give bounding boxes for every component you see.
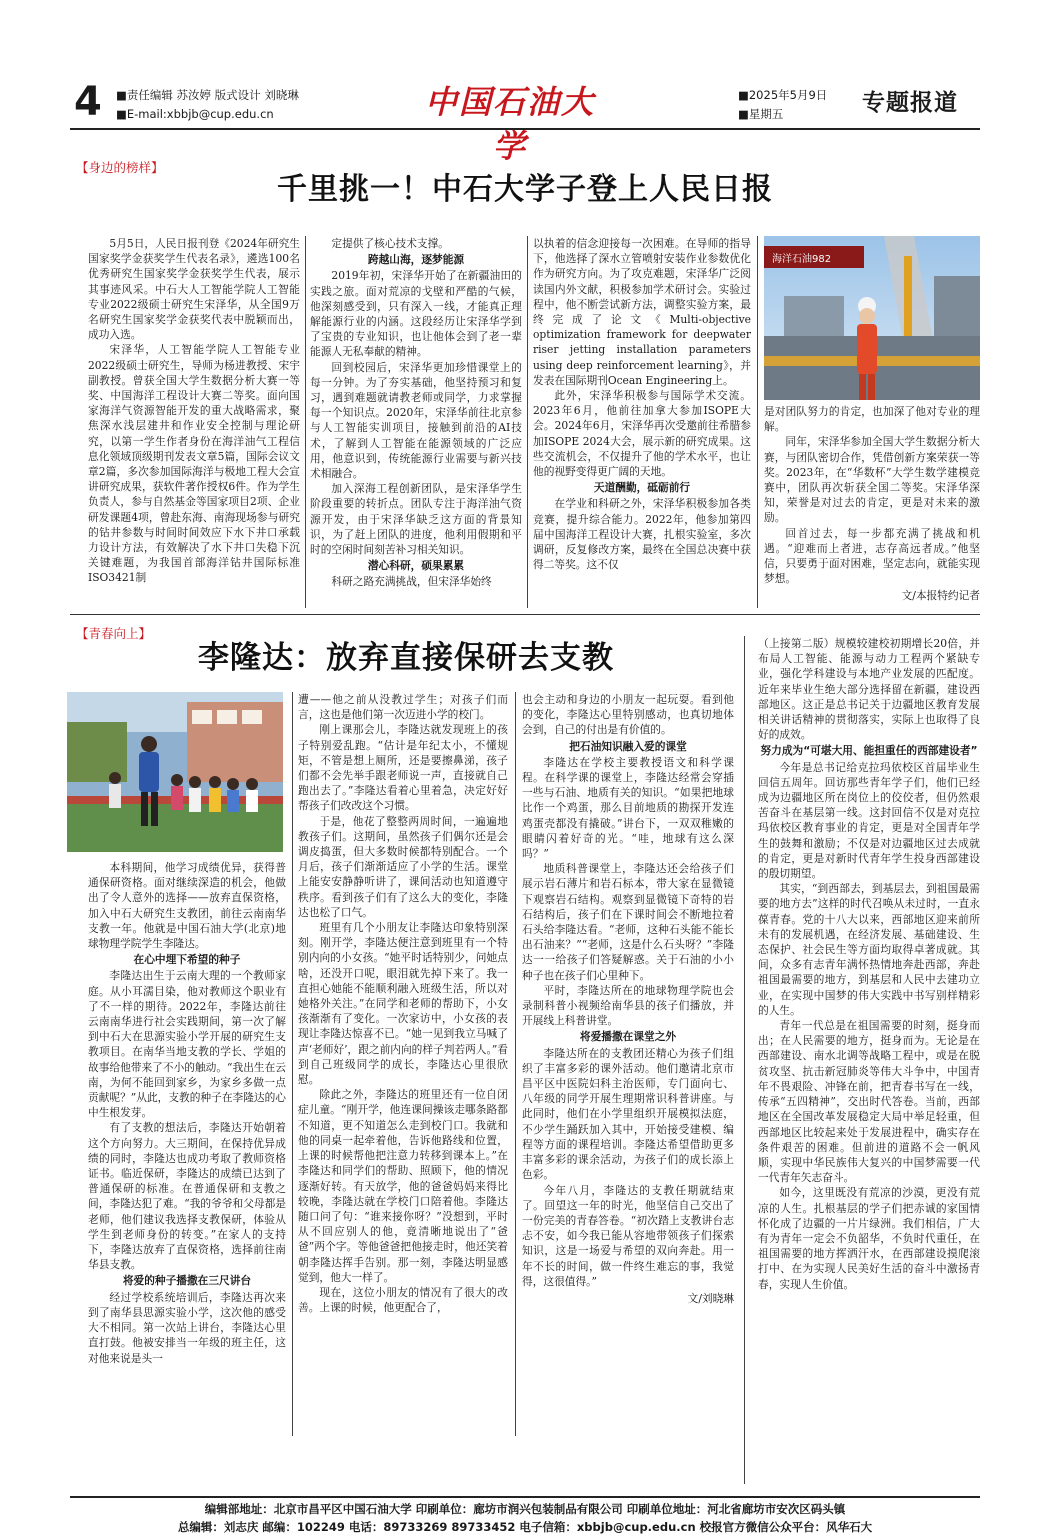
paragraph: 今年是总书记给克拉玛依校区首届毕业生回信五周年。回访那些青年学子们，他们已经成为边疆地区所在岗位上的佼佼者，但仍然艰苦奋斗在基层第一线。这封回信不仅是对克拉玛依校区教育事业的肯定，更是对全国青年学生的鼓舞和激励；不仅是对边疆地区过去成就的肯定，更是对新时代青年学生投身西部建设的殷切期望。 <box>758 760 980 881</box>
rig-sign: 海洋石油982 <box>772 254 832 265</box>
paragraph: 也会主动和身边的小朋友一起玩耍。看到他的变化，李隆达心里特别感动，也真切地体会到，自己的付出是有价值的。 <box>522 693 734 737</box>
story1-col4 <box>764 404 980 608</box>
date-info <box>738 86 827 124</box>
paragraph: 有了支教的想法后，李隆达开始朝着这个方向努力。大三期间，在保持优异成绩的同时，李隆达也成功考取了教师资格证书。临近保研，李隆达的成绩已达到了普通保研的标准。在普通保研和支教之间，李隆达犯了难。“我的爷爷和父母都是老师，他们建议我选择支教保研，体验从学生到老师身份的转变。”在家人的支持下，李隆达放弃了直保资格，选择前往南华县支教。 <box>88 1121 286 1272</box>
paragraph: 除此之外，李隆达的班里还有一位自闭症儿童。“刚开学，他连课间操该走哪条路都不知道，更不知道怎么走到校门口。我就和他的同桌一起牵着他，告诉他路线和位置，上课的时候帮他把注意力转移到课本上。”在李隆达和同学们的帮助、照顾下，他的情况逐渐好转。有天放学，他的爸爸妈妈来得比较晚，李隆达就在学校门口陪着他。李隆达随口问了句：“谁来接你呀？”没想到，平时从不回应别人的他，竟清晰地说出了“爸爸”两个字。等他爸爸把他接走时，他还笑着朝李隆达挥手告别。那一刻，李隆达明显感觉到，他大一样了。 <box>298 1088 508 1284</box>
paragraph: 5月5日，人民日报刊登《2024年研究生国家奖学金获奖学生代表名录》，遴选100名优秀研究生国家奖学金获奖学生代表，展示其事迹风采。中石大人工智能学院人工智能专业2022级硕士研究生宋泽华，从全国9万名研究生国家奖学金获奖代表中脱颖而出，成功入选。 <box>88 237 300 342</box>
paragraph: 回到校园后，宋泽华更加珍惜课堂上的每一分钟。为了夯实基础，他坚持预习和复习，遇到难题就请教老师或同学，力求掌握每一个知识点。2020年，宋泽华前往北京参与人工智能实训项目，接触到前沿的AI技术，了解到人工智能在能源领域的广泛应用，他意识到，传统能源行业需要与新兴技术相融合。 <box>310 360 522 481</box>
editor-line: ■责任编辑 苏汝婷 版式设计 刘晓琳 <box>116 88 299 102</box>
column-divider <box>757 236 758 608</box>
subheading: 努力成为“可堪大用、能担重任的西部建设者” <box>760 744 978 758</box>
story1-headline: 千里挑一！中石大学子登上人民日报 <box>277 172 773 207</box>
footer-address-line: 编辑部地址：北京市昌平区中国石油大学 印刷单位：廊坊市润兴包装制品有限公司 印刷单位地址：河北省廊坊市安次区码头镇 <box>204 1502 846 1516</box>
paragraph: 遭——他之前从没教过学生；对孩子们而言，这也是他们第一次迈进小学的校门。 <box>298 693 508 722</box>
paragraph: 李隆达出生于云南大理的一个教师家庭。从小耳濡目染，他对教师这个职业有了不一样的期待。2022年，李隆达前往云南南华进行社会实践期间，第一次了解到中石大在思源实验小学开展的研究生支教项目。在南华当地支教的学长、学姐的故事给他带来了不小的触动。“我出生在云南，为何不能回到家乡，为家乡多做一点贡献呢？”从此，支教的种子在李隆达的心中生根发芽。 <box>88 969 286 1120</box>
offshore-rig-photo <box>764 236 980 400</box>
paragraph: 加入深海工程创新团队，是宋泽华学生阶段重要的转折点。团队专注于海洋油气资源开发，由于宋泽华缺乏这方面的背景知识，为了赶上团队的进度，他利用假期和平时的空闲时间刻苦补习相关知识。 <box>310 482 522 557</box>
byline: 文/本报特约记者 <box>901 589 980 603</box>
paragraph: （上接第二版）规模较建校初期增长20倍，并布局人工智能、能源与动力工程两个紧缺专业，强化学科建设与本地产业发展的匹配度。近年来毕业生绝大部分选择留在新疆，建设西部地区。这正是总书记关于边疆地区教育发展相关讲话精神的贯彻落实，实际上也取得了良好的成效。 <box>758 637 980 742</box>
paragraph: 青年一代总是在祖国需要的时刻，挺身而出；在人民需要的地方，挺身而为。无论是在西部建设、南水北调等战略工程中，或是在脱贫攻坚、抗击新冠肺炎等伟大斗争中，中国青年不畏艰险、冲锋在前，把青春书写在一线，传承“五四精神”，交出时代答卷。当前，西部地区在全国改革发展稳定大局中举足轻重，但西部地区比较起来处于发展进程中，确实存在条件艰苦的困难。但前进的道路不会一帆风顺，实现中华民族伟大复兴的中国梦需要一代一代青年矢志奋斗。 <box>758 1019 980 1185</box>
paragraph: 如今，这里既没有荒凉的沙漠，更没有荒凉的人生。扎根基层的学子们把赤诚的家国情怀化成了边疆的一片片绿洲。我们相信，广大有为青年一定会不负韶华，不负时代重任，在祖国需要的地方挥洒汗水，在西部建设摸爬滚打中、在为实现人民美好生活的奋斗中激扬青春，实现人生价值。 <box>758 1186 980 1291</box>
masthead-rule <box>70 128 980 130</box>
weekday-line: ■星期五 <box>738 107 784 121</box>
paragraph: 在学业和科研之外，宋泽华积极参加各类竞赛，提升综合能力。2022年，他参加第四届中国海洋工程设计大赛，扎根实验室，多次调研，反复修改方案，最终在全国总决赛中获得二等奖。这不仅 <box>533 497 751 572</box>
paragraph: 刚上课那会儿，李隆达就发现班上的孩子特别爱乱跑。“估计是年纪太小，不懂规矩，不管是想上厕所，还是要擦鼻涕，孩子们都不会先举手跟老师说一声，直接就自己跑出去了。”李隆达看着心里着急，决定好好帮孩子们改改这个习惯。 <box>298 723 508 813</box>
story2-col4 <box>758 636 980 1486</box>
paragraph: 定提供了核心技术支撑。 <box>331 237 449 250</box>
column-divider <box>292 692 293 1436</box>
column-divider <box>305 236 306 608</box>
subheading: 潜心科研，硕果累累 <box>367 559 465 573</box>
subheading: 天道酬勤，砥砺前行 <box>593 481 691 495</box>
subheading: 跨越山海，逐梦能源 <box>367 253 465 267</box>
story-divider <box>70 614 980 615</box>
column-divider <box>515 692 516 1436</box>
paragraph: 以执着的信念迎接每一次困难。在导师的指导下，他选择了深水立管喷射安装作业参数优化作为研究方向。为了攻克难题，宋泽华广泛阅读国内外文献，积极参加学术研讨会。实验过程中，他不断尝试新方法，调整实验方案，最终完成了论文《Multi-objective optimization framework for deepwater riser jetting installation parameters using deep reinforcement learning》，并发表在国际期刊Ocean Engineering上。 <box>533 237 751 387</box>
story2-headline: 李隆达：放弃直接保研去支教 <box>198 640 614 676</box>
story1-col2 <box>310 236 522 608</box>
subheading: 将爱的种子播撒在三尺讲台 <box>122 1274 252 1288</box>
paragraph: 班里有几个小朋友让李隆达印象特别深刻。刚开学，李隆达便注意到班里有一个特别内向的小女孩。“她平时话特别少，问她点啥，还没开口呢，眼泪就先掉下来了。我一直担心她能不能顺利融入班级生活，所以对她格外关注。”在同学和老师的帮助下，小女孩渐渐有了变化。一次家访中，小女孩的表现让李隆达惊喜不已。“她一见到我立马喊了声‘老师好’，跟之前内向的样子判若两人。”看到自己班级同学的成长，李隆达心里很欣慰。 <box>298 921 508 1087</box>
subheading: 将爱播撒在课堂之外 <box>579 1030 677 1044</box>
story1-tag: 【身边的榜样】 <box>76 160 164 175</box>
story1-photo <box>764 236 980 400</box>
subheading: 把石油知识融入爱的课堂 <box>569 739 687 753</box>
page-number: 4 <box>74 79 102 125</box>
paragraph: 地质科普课堂上，李隆达还会给孩子们展示岩石薄片和岩石标本，带大家在显微镜下观察岩石结构。观察到显微镜下奇特的岩石结构后，孩子们在下课时间会不断地拉着石头给李隆达看。“老师，这种石头能不能长出石油来？”“老师，这是什么石头呀？”李隆达一一给孩子们答疑解惑。关于石油的小小种子也在孩子们心里种下。 <box>522 862 734 982</box>
date-line: ■2025年5月9日 <box>738 88 828 102</box>
paragraph: 此外，宋泽华积极参与国际学术交流。2023年6月，他前往加拿大参加ISOPE大会。2024年6月，宋泽华再次受邀前往希腊参加ISOPE 2024大会，展示新的研究成果。这些交流机会，不仅提升了他的学术水平，也让他的视野变得更广阔的天地。 <box>533 389 751 479</box>
story1-col1 <box>88 236 300 608</box>
paragraph: 2019年初，宋泽华开始了在新疆油田的实践之旅。面对荒凉的戈壁和严酷的气候，他深刻感受到，只有深入一线，才能真正理解能源行业的内涵。这段经历让宋泽华学到了宝贵的专业知识，也让他体会到了老一辈能源人无私奉献的精神。 <box>310 269 522 359</box>
paragraph: 回首过去，每一步都充满了挑战和机遇。“迎难而上者进，志存高远者成。”他坚信，只要勇于面对困难，坚定志向，就能实现梦想。 <box>764 526 980 586</box>
byline: 文/刘晓琳 <box>687 1291 734 1305</box>
column-divider <box>527 236 528 608</box>
email-line: ■E-mail:xbbjb@cup.edu.cn <box>116 107 274 121</box>
teacher-with-children-photo <box>67 692 283 852</box>
masthead <box>70 79 980 165</box>
column-divider <box>744 636 745 1484</box>
paragraph: 本科期间，他学习成绩优异，获得普通保研资格。面对继续深造的机会，他做出了令人意外的选择——放弃直保资格，加入中石大研究生支教团，前往云南南华支教一年。他就是中国石油大学(北京)地球物理学院学生李隆达。 <box>88 861 286 951</box>
paragraph: 同年，宋泽华参加全国大学生数据分析大赛，与团队密切合作，凭借创新方案荣获一等奖。2023年，在“华数杯”大学生数学建模竞赛中，团队再次斩获全国二等奖。宋泽华深知，荣誉是对过去的肯定，更是对未来的激励。 <box>764 435 980 525</box>
paragraph: 于是，他花了整整两周时间，一遍遍地教孩子们。这期间，虽然孩子们偶尔还是会调皮捣蛋，但大多数时候都特别配合。一个月后，孩子们渐渐适应了小学的生活。课堂上能安安静静听讲了，课间活动也知道遵守秩序。看到孩子们有了这么大的变化，李隆达也松了口气。 <box>298 814 508 919</box>
paragraph: 李隆达所在的支教团还精心为孩子们组织了丰富多彩的课外活动。他们邀请北京市昌平区中医院妇科主治医师，专门面向七、八年级的同学开展生理期常识科普讲座。与此同时，他们在小学里组织开展模拟法庭，不少学生踊跃加入其中，开始接受建模、编程等方面的课程培训。李隆达希望借助更多丰富多彩的课余活动，为孩子们的成长添上色彩。 <box>522 1046 734 1182</box>
paragraph: 宋泽华，人工智能学院人工智能专业2022级硕士研究生，导师为杨进教授、宋宇副教授。曾获全国大学生数据分析大赛一等奖、中国海洋工程设计大赛二等奖。面向国家海洋气资源智能开发的重大战略需求，聚焦深水浅层建井和作业安全控制与理论研究，以第一学生作者身份在海洋油气工程信息化领域顶级期刊发表文章5篇，国际会议文章2篇，多次参加国际海洋与极地工程大会宣讲研究成果，获软件著作授权6件。作为学生负责人，参与自然基金等国家项目2项、企业研发课题4项，曾赴东海、南海现场参与研究的钻井参数与时间时间效应下水下井口承载力设计方法，有效解决了水下井口失稳下沉关键难题，为我国首部海洋钻井国际标准ISO3421制 <box>88 343 300 585</box>
paragraph: 其实，“到西部去，到基层去，到祖国最需要的地方去”这样的时代召唤从未过时，一直永葆青春。党的十八大以来，西部地区迎来前所未有的发展机遇，在经济发展、基础建设、生态保护、社会民生等方面均取得卓著成就。其间，众多有志青年满怀热情地奔赴西部，奔赴祖国最需要的地方，到基层和人民中去建功立业，在实现中国梦的伟大实践中书写别样精彩的人生。 <box>758 882 980 1017</box>
paragraph: 现在，这位小朋友的情况有了很大的改善。上课的时候，他更配合了， <box>298 1285 508 1315</box>
footer-rule <box>70 1496 980 1498</box>
story2-col1 <box>88 860 286 1466</box>
subheading: 在心中埋下希望的种子 <box>133 953 241 967</box>
story2-tag: 【青春向上】 <box>76 626 152 641</box>
footer <box>70 1500 980 1536</box>
story2-photo <box>67 692 283 852</box>
story2-col2 <box>298 692 508 1466</box>
paragraph: 今年八月，李隆达的支教任期就结束了。回望这一年的时光，他坚信自己交出了一份完美的青春答卷。“初次踏上支教讲台志忐不安，如今我已能从容地带领孩子们探索知识，这是一场爱与希望的双向奔赴。用一年不长的时间，做一件终生难忘的事，我觉得，这很值得。” <box>522 1183 734 1288</box>
newspaper-logo: 中国石油大学 <box>424 83 595 165</box>
paragraph: 平时，李隆达所在的地球物理学院也会录制科普小视频给南华县的孩子们播放，并开展线上科普讲堂。 <box>522 983 734 1028</box>
paragraph: 李隆达在学校主要教授语文和科学课程。在科学课的课堂上，李隆达经常会穿插一些与石油、地质有关的知识。“如果把地球比作一个鸡蛋，那么目前地质的勘探开发连鸡蛋壳都没有撬破。”讲台下，一双双稚嫩的眼睛闪着好奇的光。“哇，地球有这么深吗？” <box>522 755 734 861</box>
paragraph: 科研之路充满挑战，但宋泽华始终 <box>331 575 492 589</box>
section-title: 专题报道 <box>862 90 958 116</box>
paragraph: 经过学校系统培训后，李隆达再次来到了南华县思源实验小学，这次他的感受大不相同。第一次站上讲台，李隆达心里直打鼓。他被安排当一年级的班主任，这对他来说是头一 <box>88 1290 286 1365</box>
editor-info <box>116 86 299 124</box>
story2-col3 <box>522 692 734 1466</box>
footer-contact-line: 总编辑：刘志庆 邮编：102249 电话：89733269 89733452 电子信箱：xbbjb@cup.edu.cn 校报官方微信公众平台：风华石大 <box>177 1520 873 1534</box>
story1-col3 <box>533 236 751 608</box>
paragraph: 是对团队努力的肯定，也加深了他对专业的理解。 <box>764 405 980 434</box>
